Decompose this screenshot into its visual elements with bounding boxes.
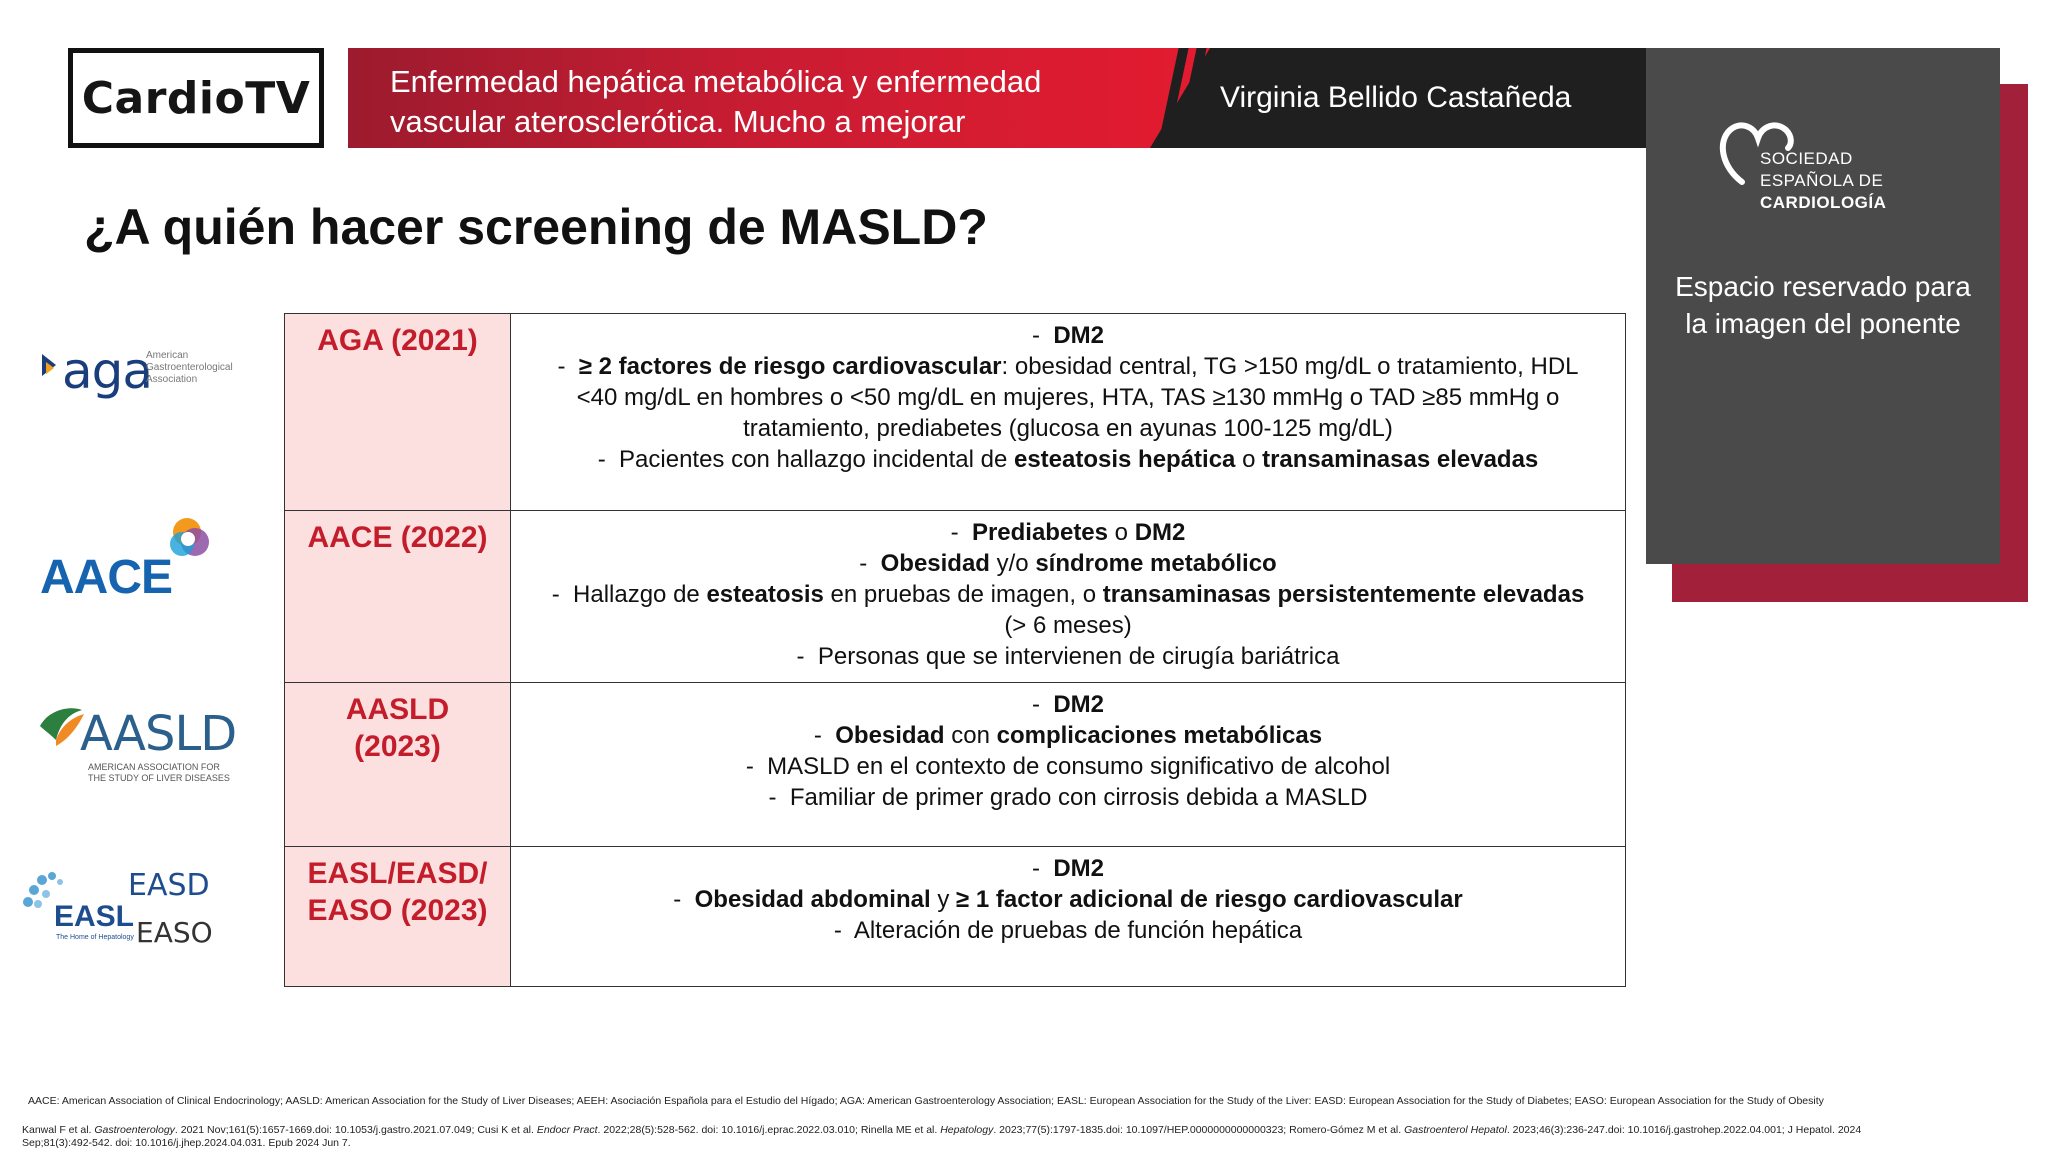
criteria-bold: ≥ 1 factor adicional de riesgo cardiovascular [956, 886, 1463, 913]
criteria-text: Personas que se intervienen de cirugía bariátrica [817, 643, 1340, 670]
screening-table [284, 313, 1626, 987]
criteria-item: - Obesidad abdominal y ≥ 1 factor adicional de riesgo cardiovascular [673, 886, 1463, 913]
criteria-item: - DM2 [1032, 691, 1104, 718]
aga-sub3: Association [146, 374, 198, 385]
criteria-bold: DM2 [1053, 691, 1104, 718]
talk-title-line2: vascular aterosclerótica. Mucho a mejorar [390, 104, 966, 139]
speaker-name: Virginia Bellido Castañeda [1220, 81, 1572, 114]
criteria-item: - Familiar de primer grado con cirrosis debida a MASLD [768, 784, 1368, 811]
aga-sub1: American [146, 350, 189, 361]
criteria-text: con [944, 722, 997, 749]
criteria-bold: ≥ 2 factores de riesgo cardiovascular [578, 353, 1002, 380]
guideline-criteria [511, 683, 1625, 846]
ref-text: . 2022;28(5):528-562. doi: 10.1016/j.eprac.2022.03.010; Rinella ME et al. [597, 1124, 941, 1136]
ref-text: . 2021 Nov;161(5):1657-1669.doi: 10.1053/j.gastro.2021.07.049; Cusi K et al. [174, 1124, 537, 1136]
talk-title-line1: Enfermedad hepática metabólica y enfermedad [390, 64, 1042, 99]
slide-title: ¿A quién hacer screening de MASLD? [84, 199, 988, 255]
guideline-label [285, 314, 511, 510]
criteria-bold: Obesidad [835, 722, 945, 749]
table-row [285, 314, 1625, 510]
guideline-label-line1: AGA (2021) [317, 324, 478, 357]
criteria-item: - Pacientes con hallazgo incidental de esteatosis hepática o transaminasas elevadas [597, 446, 1539, 473]
criteria-item: - Obesidad con complicaciones metabólicas [813, 722, 1323, 749]
easl-logo-word: EASL [54, 900, 135, 933]
reserved-line2: la imagen del ponente [1685, 308, 1961, 339]
ref-text: . 2023;46(3):236-247.doi: 10.1016/j.gastrohep.2022.04.001; J Hepatol. 2024 [1506, 1124, 1862, 1136]
criteria-item: - DM2 [1032, 855, 1104, 882]
criteria-bold: síndrome metabólico [1035, 550, 1277, 577]
sec-line2: ESPAÑOLA DE [1760, 171, 1884, 190]
sec-logo [1712, 112, 1972, 222]
ref-journal: Gastroenterology [94, 1124, 175, 1136]
cardiotv-logo [68, 48, 324, 148]
criteria-item: - Prediabetes o DM2 [950, 519, 1186, 546]
aasld-logo-word: AASLD [80, 706, 237, 762]
criteria-text: y/o [989, 550, 1036, 577]
criteria-item: - ≥ 2 factores de riesgo cardiovascular: obesidad central, TG >150 mg/dL o tratamiento, HDL <40 mg/dL en hombres o <50 mg/dL en mujeres, HTA, TAS ≥130 mmHg o TAD ≥85 mmHg o tratamiento, prediabetes (glucosa en ayunas 100-125 mg/dL) [557, 353, 1579, 442]
criteria-text: en pruebas de imagen, o [823, 581, 1103, 608]
criteria-text: Pacientes con hallazgo incidental de [619, 446, 1014, 473]
criteria-text: Hallazgo de [573, 581, 707, 608]
easl-easd-easo-logos [20, 868, 240, 978]
easl-tagline: The Home of Hepatology [56, 934, 134, 941]
sec-line3: CARDIOLOGÍA [1760, 193, 1887, 212]
aasld-sub1: AMERICAN ASSOCIATION FOR [88, 762, 220, 772]
guideline-label-line2: EASO (2023) [307, 894, 488, 927]
criteria-item: - DM2 [1032, 322, 1104, 349]
ref-journal: Endocr Pract [536, 1124, 598, 1136]
criteria-item: - Personas que se intervienen de cirugía bariátrica [796, 643, 1340, 670]
guideline-label [285, 511, 511, 682]
criteria-item: - Hallazgo de esteatosis en pruebas de imagen, o transaminasas persistentemente elevadas (> 6 meses) [551, 581, 1585, 639]
criteria-text: o [1108, 519, 1135, 546]
ref-text: . 2023;77(5):1797-1835.doi: 10.1097/HEP.0000000000000323; Romero-Gómez M et al. [993, 1124, 1405, 1136]
table-row [285, 510, 1625, 682]
sec-name [1760, 148, 1886, 214]
aasld-logo-sub [88, 762, 230, 784]
criteria-text: MASLD en el contexto de consumo significativo de alcohol [767, 753, 1391, 780]
guideline-label-line1: AACE (2022) [307, 521, 488, 554]
sec-line1: SOCIEDAD [1760, 149, 1853, 168]
criteria-item: - Alteración de pruebas de función hepática [833, 917, 1303, 944]
criteria-item: - Obesidad y/o síndrome metabólico [859, 550, 1277, 577]
guideline-label-line1: AASLD [345, 693, 450, 726]
criteria-item: - MASLD en el contexto de consumo significativo de alcohol [745, 753, 1391, 780]
talk-title [390, 62, 1041, 142]
guideline-criteria [511, 314, 1625, 510]
talk-title-band [348, 48, 1220, 148]
criteria-bold: DM2 [1134, 519, 1186, 546]
ref-journal: Hepatology [940, 1124, 994, 1136]
criteria-bold: complicaciones metabólicas [996, 722, 1323, 749]
aga-arrow-accent-icon [46, 362, 54, 374]
guideline-label [285, 683, 511, 846]
aga-logo [42, 344, 242, 400]
criteria-bold: DM2 [1053, 322, 1104, 349]
guideline-criteria [511, 847, 1625, 986]
reserved-line1: Espacio reservado para [1675, 271, 1971, 302]
criteria-bold: transaminasas persistentemente elevadas [1102, 581, 1585, 608]
aasld-sub2: THE STUDY OF LIVER DISEASES [88, 773, 230, 783]
easd-logo-word: EASD [128, 868, 210, 903]
criteria-bold: Prediabetes [971, 519, 1109, 546]
guideline-label-line2: (2023) [354, 730, 441, 763]
aga-sub2: Gastroenterological [146, 362, 233, 373]
ref-text: Sep;81(3):492-542. doi: 10.1016/j.jhep.2024.04.031. Epub 2024 Jun 7. [22, 1137, 351, 1149]
cardiotv-logo-text: CardioTV [81, 72, 311, 124]
guideline-label [285, 847, 511, 986]
guideline-criteria [511, 511, 1625, 682]
criteria-text: (> 6 meses) [1004, 612, 1132, 639]
guideline-label-line1: EASL/EASD/ [307, 857, 488, 890]
aace-logo-word: AACE [40, 551, 173, 604]
criteria-text: Alteración de pruebas de función hepática [853, 917, 1303, 944]
criteria-bold: DM2 [1053, 855, 1104, 882]
criteria-text: y [930, 886, 956, 913]
criteria-text: : obesidad central, TG >150 mg/dL o tratamiento, HDL <40 mg/dL en hombres o <50 mg/dL en mujeres, HTA, TAS ≥130 mmHg o TAD ≥85 mmHg o tratamiento, prediabetes (glucosa en ayunas 100-125 mg/dL) [576, 353, 1579, 442]
criteria-text: Familiar de primer grado con cirrosis debida a MASLD [789, 784, 1368, 811]
reserved-text [1646, 268, 2000, 342]
aasld-logo [38, 704, 248, 794]
ref-text: Kanwal F et al. [22, 1124, 95, 1136]
criteria-bold: transaminasas elevadas [1262, 446, 1539, 473]
criteria-bold: esteatosis [706, 581, 824, 608]
aga-logo-sub [146, 350, 233, 386]
aga-logo-word: aga [62, 342, 153, 400]
table-row [285, 682, 1625, 846]
ref-journal: Gastroenterol Hepatol [1404, 1124, 1507, 1136]
criteria-text: o [1235, 446, 1263, 473]
references [22, 1124, 1922, 1150]
criteria-bold: Obesidad [880, 550, 990, 577]
easo-logo-word: EASO [136, 916, 213, 949]
abbreviations-note: AACE: American Association of Clinical Endocrinology; AASLD: American Association for the Study of Liver Diseases; AEEH: Asociación Española para el Estudio del Hígado; AGA: American Gastroenterology Association; EASL: European Association for the Study of the Liver: EASD: European Association for the Study of Diabetes; EASO: European Association for the Study of Obesity [28, 1095, 1824, 1107]
criteria-bold: esteatosis hepática [1013, 446, 1236, 473]
aace-logo [40, 512, 220, 602]
table-row [285, 846, 1625, 986]
criteria-bold: Obesidad abdominal [694, 886, 931, 913]
